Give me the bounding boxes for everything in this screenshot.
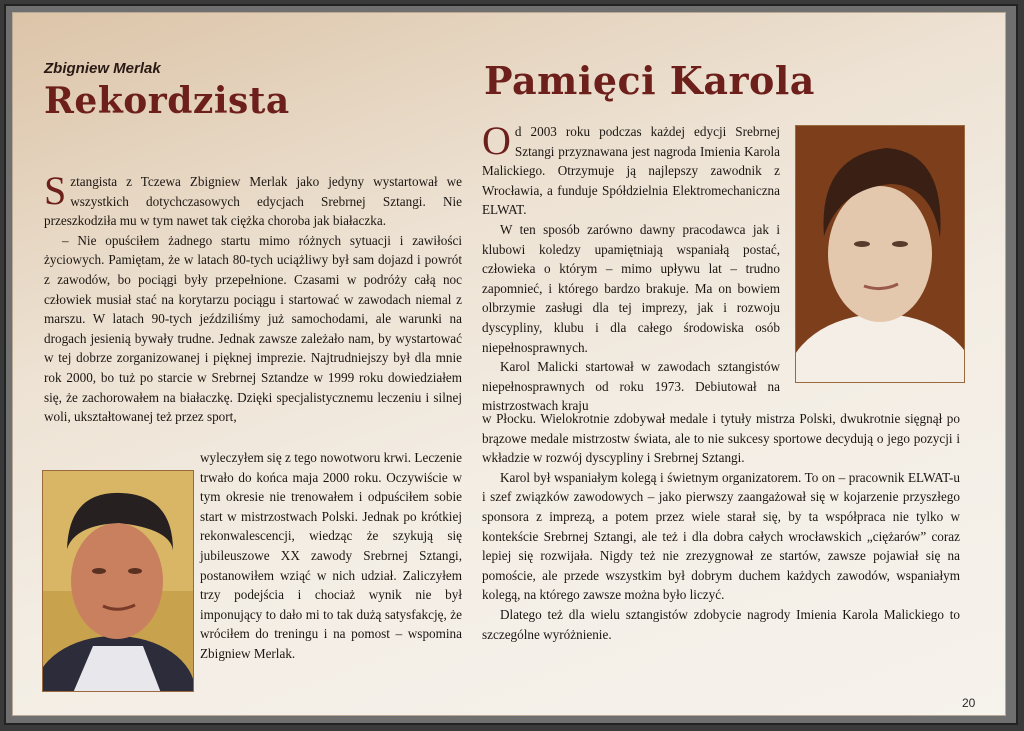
left-paragraph-2: – Nie opuściłem żadnego startu mimo różnych sytuacji i zawiłości życiowych. Pamiętam, że w latach 80-tych uciążliwy był sam dojazd i powrót z zawodów, bo pociągi były przepełnione. Czasami w podróży całą noc człowiek musiał stać na korytarzu pociągu i startować w zawodach niemal z marszu. W latach 90-tych jeździliśmy już samochodami, ale warunki na drogach jesienią bywały trudne. Jednak zawsze zależało nam, by wystartować w tej dobrze zorganizowanej i pięknej imprezie. Najtrudniejszy był dla mnie rok 2000, bo tuż po starcie w Srebrnej Sztandze w 1999 roku dowiedziałem się, że zachorowałem na białaczkę. Dzięki specjalistycznemu leczeniu i silnej woli, ukształtowanej też przez sport, [44, 232, 462, 425]
author-name: Zbigniew Merlak [44, 60, 161, 77]
portrait-merlak [43, 471, 194, 692]
dropcap-right: O [482, 118, 511, 163]
dropcap-left: S [44, 168, 67, 213]
right-paragraph-1: Od 2003 roku podczas każdej edycji Srebrnej Sztangi przyznawana jest nagroda Imienia Karola Malickiego. Otrzymuje ją najlepszy zawodnik z Wrocławia, a funduje Spółdzielnia Elektromechaniczna ELWAT. [482, 118, 780, 218]
right-article-body-bottom [482, 409, 960, 644]
page-number: 20 [962, 696, 976, 710]
right-paragraph-4: w Płocku. Wielokrotnie zdobywał medale i tytuły mistrza Polski, dwukrotnie sięgnął po brązowe medale mistrzostw świata, ale to nie sukcesy sportowe decydują o jego pozycji i wkładzie w rozwój dyscypliny i Srebrnej Sztangi. [482, 411, 960, 466]
right-paragraph-5: Karol był wspaniałym kolegą i świetnym organizatorem. To on – pracownik ELWAT-u i szef związków zawodowych – jako pierwszy zaangażował się w kojarzenie przyszłego sponsora z imprezą, a potem przez wiele starał się, by ta współpraca nie tylko w kontekście Srebrnej Sztangi, ale też i dla dobra całych wrocławskich „ciężarów” coraz lepiej się rozwijała. Nigdy też nie zrezygnował ze startów, zawsze pojawiał się na pomoście, ale przede wszystkim był dobrym duchem każdych zawodów, wspaniałym kolegą, na którego zawsze można było liczyć. [482, 469, 960, 603]
left-paragraph-3: wyleczyłem się z tego nowotworu krwi. Leczenie trwało do końca maja 2000 roku. Oczywiście w tym okresie nie trenowałem i odpuściłem sobie start w mistrzostwach Polski. Jednak po krótkiej rekonwalescencji, wiedząc że szykują się jubileuszowe XX zawody Srebrnej Sztangi, postanowiłem wziąć w nich udział. Zaliczyłem trzy podejścia i chociaż wynik nie był imponujący to dało mi to tak dużą satysfakcję, że wróciłem do treningu i na pomost – wspomina Zbigniew Merlak. [200, 450, 462, 661]
article-title-left: Rekordzista [44, 80, 290, 122]
left-paragraph-1: Sztangista z Tczewa Zbigniew Merlak jako jedyny wystartował we wszystkich dotychczasowych edycjach Srebrnej Sztangi. Nie przeszkodziła mu w tym nawet tak ciężka choroba jak białaczka. [44, 168, 462, 229]
left-article-wrap-text [200, 448, 462, 664]
right-paragraph-6: Dlatego też dla wielu sztangistów zdobycie nagrody Imienia Karola Malickiego to szczególne wyróżnienie. [482, 606, 960, 642]
right-paragraph-3: Karol Malicki startował w zawodach sztangistów niepełnosprawnych od roku 1973. Debiutował na mistrzostwach kraju [482, 359, 780, 414]
left-article-body [44, 168, 462, 427]
photo-zbigniew-merlak [42, 470, 194, 692]
article-title-right: Pamięci Karola [484, 58, 815, 103]
photo-karol-malicki [795, 125, 965, 383]
portrait-malicki [796, 126, 965, 383]
right-article-body-top [482, 118, 780, 416]
magazine-page [12, 12, 1006, 716]
right-paragraph-2: W ten sposób zarówno dawny pracodawca jak i klubowi koledzy upamiętniają wspaniałą postać, człowieka o którym – mimo upływu lat – trudno zapomnieć, i którego bardzo brakuje. Ma on bowiem olbrzymie zasługi dla tej imprezy, jak i rozwoju dyscypliny, klubu i dla całego środowiska osób niepełnosprawnych. [482, 221, 780, 355]
